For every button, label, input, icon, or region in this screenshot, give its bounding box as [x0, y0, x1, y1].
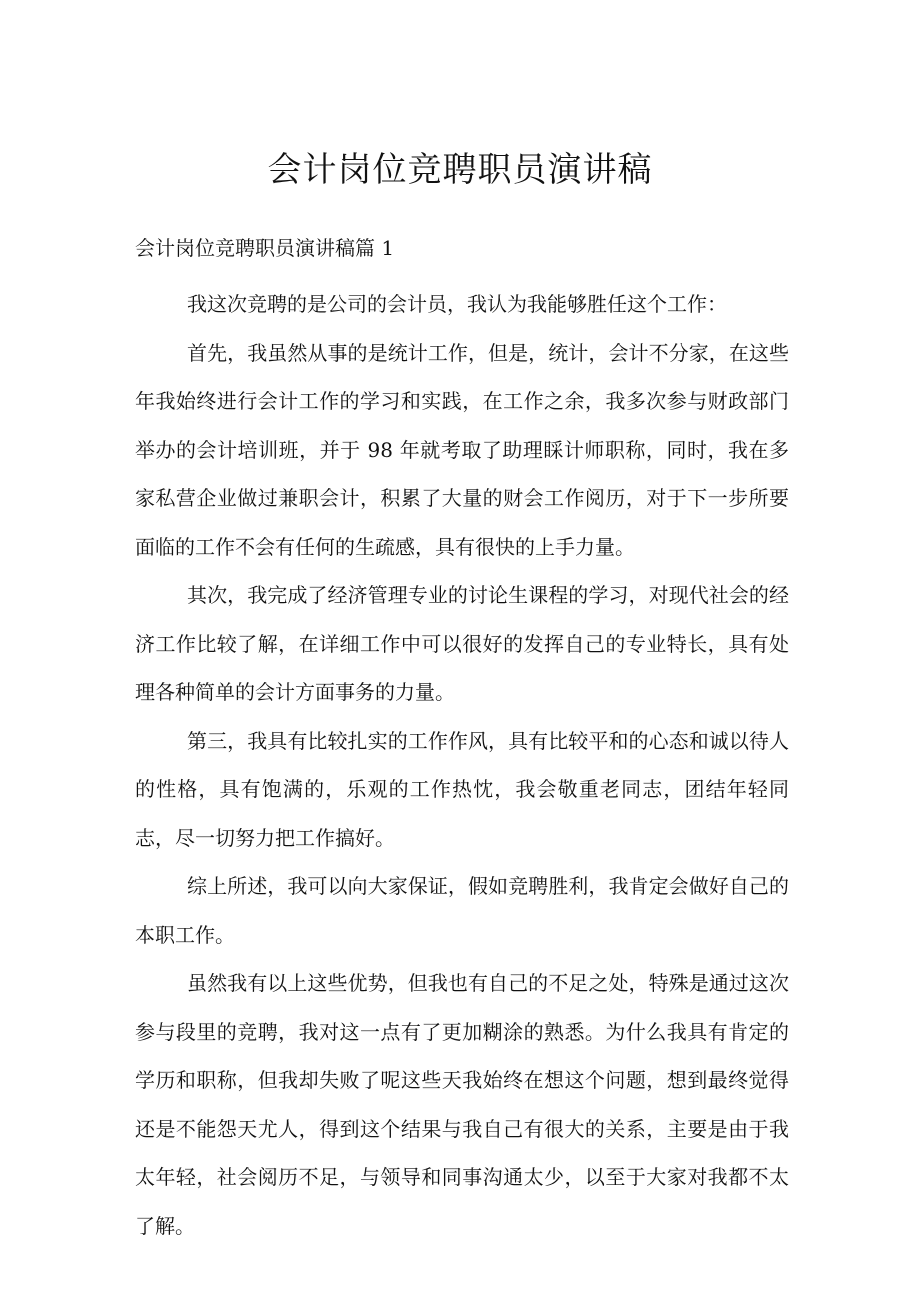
section-heading: 会计岗位竞聘职员演讲稿篇 1	[135, 236, 395, 260]
paragraph-summary: 综上所述，我可以向大家保证，假如竞聘胜利，我肯定会做好自己的本职工作。	[135, 874, 789, 947]
paragraph-intro: 我这次竞聘的是公司的会计员，我认为我能够胜任这个工作：	[187, 292, 727, 316]
paragraph-second-point: 其次，我完成了经济管理专业的讨论生课程的学习，对现代社会的经济工作比较了解，在详细工作中可以很好的发挥自己的专业特长，具有处理各种简单的会计方面事务的力量。	[135, 583, 789, 704]
document-body	[135, 280, 789, 1250]
paragraph-first-point: 首先，我虽然从事的是统计工作，但是，统计，会计不分家，在这些年我始终进行会计工作的学习和实践，在工作之余，我多次参与财政部门举办的会计培训班，并于 98 年就考取了助理睬计师职称，同时，我在多家私营企业做过兼职会计，积累了大量的财会工作阅历，对于下一步所要面临的工作不会有任何的生疏感，具有很快的上手力量。	[135, 340, 789, 559]
document-title: 会计岗位竞聘职员演讲稿	[267, 150, 653, 190]
paragraph-third-point: 第三，我具有比较扎实的工作作风，具有比较平和的心态和诚以待人的性格，具有饱满的，乐观的工作热忱，我会敬重老同志，团结年轻同志，尽一切努力把工作搞好。	[135, 728, 789, 850]
paragraph-shortcomings: 虽然我有以上这些优势，但我也有自己的不足之处，特殊是通过这次参与段里的竞聘，我对这一点有了更加糊涂的熟悉。为什么我具有肯定的学历和职称，但我却失败了呢这些天我始终在想这个问题，想到最终觉得还是不能怨天尤人，得到这个结果与我自己有很大的关系，主要是由于我太年轻，社会阅历不足，与领导和同事沟通太少，以至于大家对我都不太了解。	[135, 971, 789, 1238]
